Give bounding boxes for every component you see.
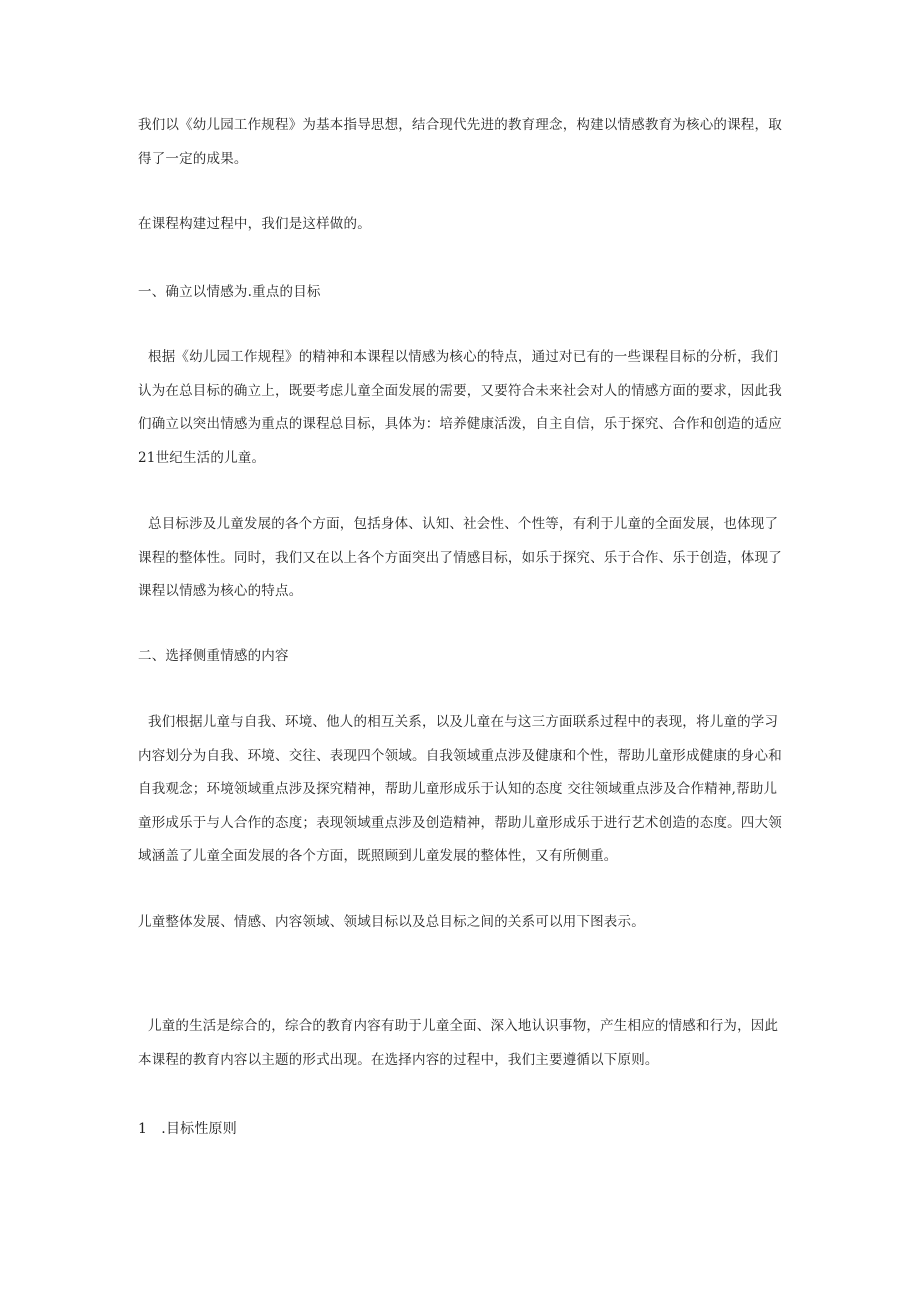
section-heading-1: 一、确立以情感为.重点的目标 [138, 284, 321, 300]
paragraph-theme-content: 儿童的生活是综合的，综合的教育内容有助于儿童全面、深入地认识事物，产生相应的情感和行为，因此本课程的教育内容以主题的形式出现。在选择内容的过程中，我们主要遵循以下原则。 [138, 1018, 779, 1068]
paragraph-intro: 我们以《幼儿园工作规程》为基本指导思想，结合现代先进的教育理念，构建以情感教育为核心的课程，取得了一定的成果。 [138, 117, 782, 167]
paragraph-goal-basis: 根据《幼儿园工作规程》的精神和本课程以情感为核心的特点，通过对已有的一些课程目标的分析，我们认为在总目标的确立上，既要考虑儿童全面发展的需要，又要符合未来社会对人的情感方面的要求，因此我们确立以突出情感为重点的课程总目标，具体为：培养健康活泼，自主自信，乐于探究、合作和创造的适应21世纪生活的儿童。 [138, 349, 782, 466]
paragraph-process: 在课程构建过程中，我们是这样做的。 [138, 216, 371, 232]
section-heading-2: 二、选择侧重情感的内容 [138, 648, 289, 664]
paragraph-content-domains: 我们根据儿童与自我、环境、他人的相互关系，以及儿童在与这三方面联系过程中的表现，将儿童的学习内容划分为自我、环境、交往、表现四个领域。自我领域重点涉及健康和个性，帮助儿童形成健康的身心和自我观念；环境领域重点涉及探究精神，帮助儿童形成乐于认知的态度 交往领域重点涉及合作精神,帮助儿童形成乐于与人合作的态度；表现领域重点涉及创造精神，帮助儿童形成乐于进行艺术创造的态度。四大领域涵盖了儿童全面发展的各个方面，既照顾到儿童发展的整体性，又有所侧重。 [138, 714, 782, 864]
paragraph-goal-detail: 总目标涉及儿童发展的各个方面，包括身体、认知、社会性、个性等，有利于儿童的全面发展，也体现了课程的整体性。同时，我们又在以上各个方面突出了情感目标，如乐于探究、乐于合作、乐于创造，体现了课程以情感为核心的特点。 [138, 516, 782, 599]
paragraph-diagram-intro: 儿童整体发展、情感、内容领域、领域目标以及总目标之间的关系可以用下图表示。 [138, 914, 645, 930]
principle-heading-1: 1 .目标性原则 [138, 1121, 237, 1137]
